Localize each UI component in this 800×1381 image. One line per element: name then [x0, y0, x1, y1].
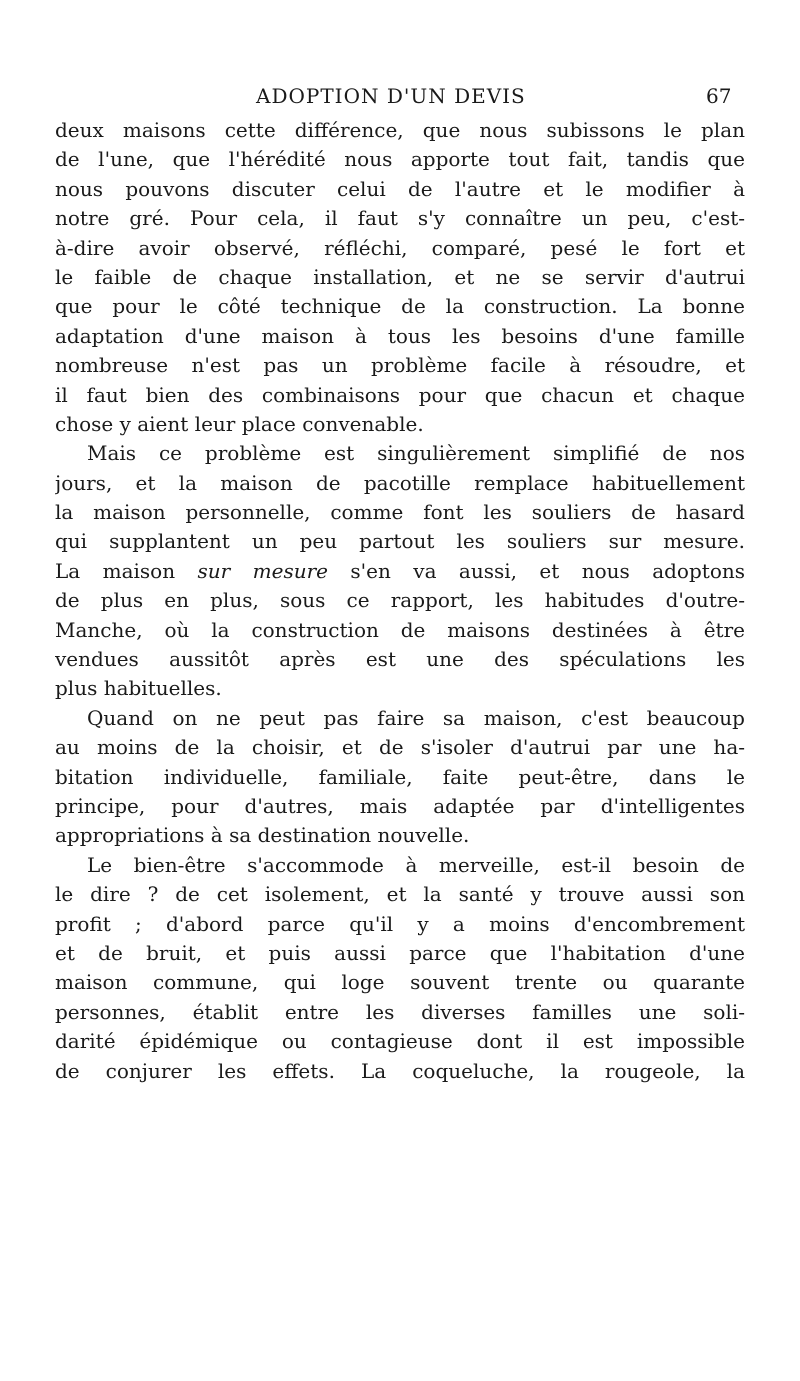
running-title: ADOPTION D'UN DEVIS [256, 84, 526, 108]
text-line: personnes, établit entre les diverses familles une soli- [55, 999, 745, 1024]
text-line: Manche, où la construction de maisons destinées à être [55, 617, 745, 642]
running-header [0, 84, 800, 114]
text-line: bitation individuelle, familiale, faite peut-être, dans le [55, 764, 745, 789]
text-line: Mais ce problème est singulièrement simplifié de nos [87, 441, 745, 466]
text-line: plus habituelles. [55, 676, 222, 701]
text-line: jours, et la maison de pacotille remplace habituellement [55, 470, 745, 495]
text-line: Quand on ne peut pas faire sa maison, c'est beaucoup [87, 705, 745, 730]
text-line: maison commune, qui loge souvent trente ou quarante [55, 970, 745, 995]
text-line-with-italic [55, 557, 745, 586]
text-line: darité épidémique ou contagieuse dont il est impossible [55, 1029, 745, 1054]
text-line: nombreuse n'est pas un problème facile à résoudre, et [55, 353, 745, 378]
text-segment: s'en va aussi, et nous adoptons [327, 558, 745, 583]
text-line: de l'une, que l'hérédité nous apporte tout fait, tandis que [55, 147, 745, 172]
text-line: et de bruit, et puis aussi parce que l'habitation d'une [55, 940, 745, 965]
text-line: chose y aient leur place convenable. [55, 411, 424, 436]
text-line: notre gré. Pour cela, il faut s'y connaître un peu, c'est- [55, 206, 745, 231]
text-line: de plus en plus, sous ce rapport, les habitudes d'outre- [55, 588, 745, 613]
text-line: au moins de la choisir, et de s'isoler d'autrui par une ha- [55, 735, 745, 760]
text-line: que pour le côté technique de la construction. La bonne [55, 294, 745, 319]
text-line: adaptation d'une maison à tous les besoins d'une famille [55, 323, 745, 348]
text-line: deux maisons cette différence, que nous subissons le plan [55, 118, 745, 142]
text-line: Le bien-être s'accommode à merveille, est-il besoin de [87, 852, 745, 877]
italic-phrase: sur mesure [197, 558, 328, 583]
text-line: vendues aussitôt après est une des spéculations les [55, 647, 745, 672]
body-text [55, 116, 745, 1086]
text-line: profit ; d'abord parce qu'il y a moins d'encombrement [55, 911, 745, 936]
text-line: le faible de chaque installation, et ne se servir d'autrui [55, 264, 745, 289]
text-line: de conjurer les effets. La coqueluche, la rougeole, la [55, 1058, 745, 1083]
text-line: la maison personnelle, comme font les souliers de hasard [55, 500, 745, 525]
text-line: appropriations à sa destination nouvelle. [55, 823, 470, 848]
text-segment: La maison [55, 558, 198, 583]
text-line: le dire ? de cet isolement, et la santé y trouve aussi son [55, 882, 745, 907]
text-line: à-dire avoir observé, réfléchi, comparé, pesé le fort et [55, 235, 745, 260]
text-line: nous pouvons discuter celui de l'autre et le modifier à [55, 176, 745, 201]
text-line: il faut bien des combinaisons pour que chacun et chaque [55, 382, 745, 407]
text-line: qui supplantent un peu partout les souliers sur mesure. [55, 529, 745, 554]
page-number: 67 [706, 84, 732, 108]
text-line: principe, pour d'autres, mais adaptée par d'intelligentes [55, 793, 745, 818]
